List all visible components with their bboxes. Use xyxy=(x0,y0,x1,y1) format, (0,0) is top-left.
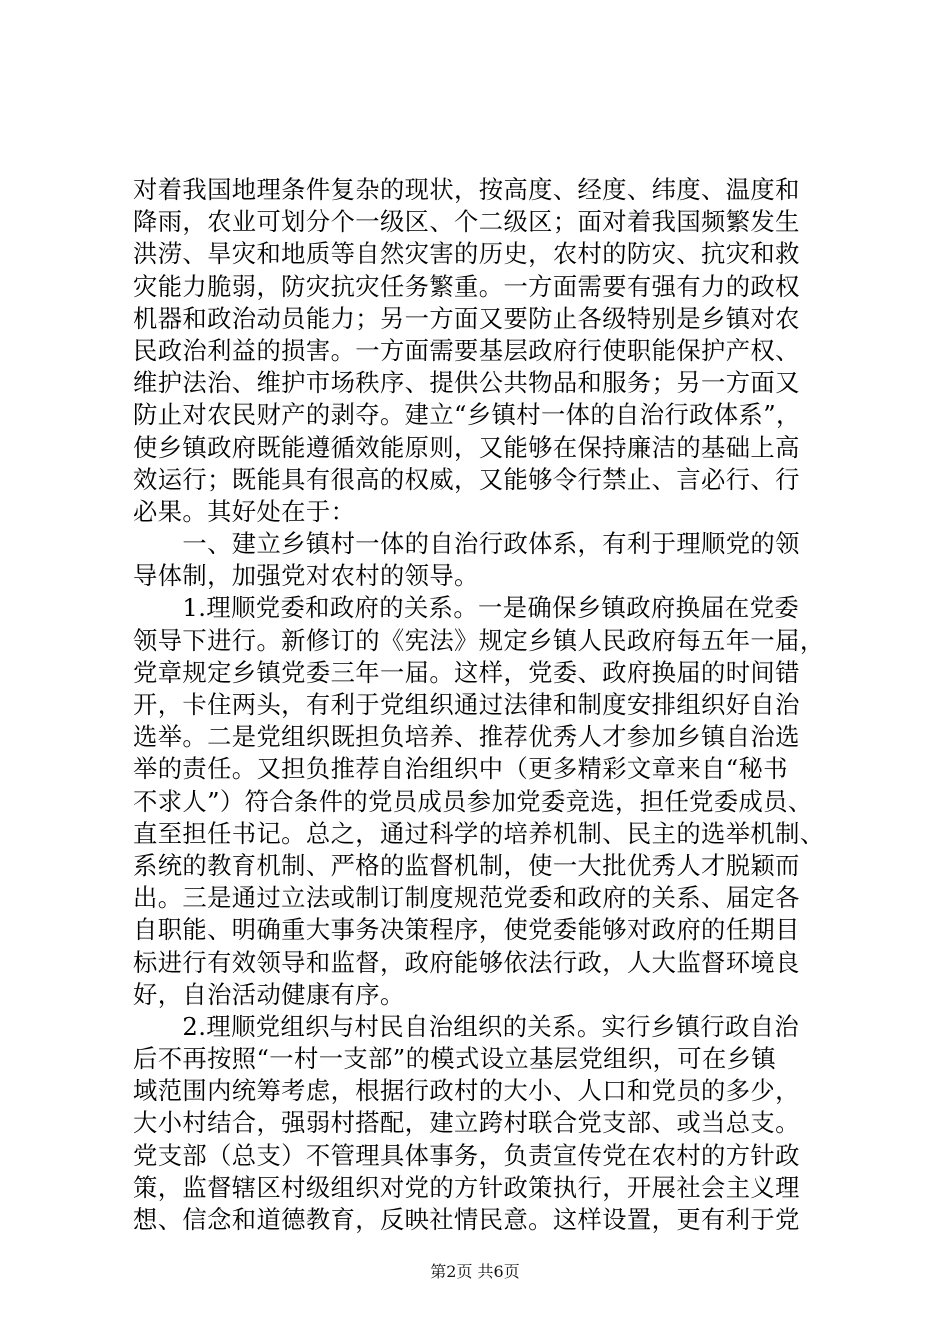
text-line: 系统的教育机制、严格的监督机制，使一大批优秀人才脱颖而 xyxy=(133,850,800,880)
text-line: 导体制，加强党对农村的领导。 xyxy=(133,561,479,591)
text-line: 使乡镇政府既能遵循效能原则，又能够在保持廉洁的基础上高 xyxy=(133,432,800,462)
text-line: 2.理顺党组织与村民自治组织的关系。实行乡镇行政自治 xyxy=(133,1011,800,1041)
text-line: 标进行有效领导和监督，政府能够依法行政，人大监督环境良 xyxy=(133,947,800,977)
text-line: 开，卡住两头，有利于党组织通过法律和制度安排组织好自治 xyxy=(133,690,800,719)
text-line: 灾能力脆弱，防灾抗灾任务繁重。一方面需要有强有力的政权 xyxy=(133,271,800,301)
text-line: 直至担任书记。总之，通过科学的培养机制、民主的选举机制、 xyxy=(133,818,825,848)
text-line: 1.理顺党委和政府的关系。一是确保乡镇政府换届在党委 xyxy=(133,593,800,623)
text-line: 党章规定乡镇党委三年一届。这样，党委、政府换届的时间错 xyxy=(133,657,800,687)
text-line: 自职能、明确重大事务决策程序，使党委能够对政府的任期目 xyxy=(133,915,800,945)
text-line: 党支部（总支）不管理具体事务，负责宣传党在农村的方针政 xyxy=(133,1140,800,1170)
text-line: 对着我国地理条件复杂的现状，按高度、经度、纬度、温度和 xyxy=(133,175,800,204)
text-line: 大小村结合，强弱村搭配，建立跨村联合党支部、或当总支。 xyxy=(133,1108,800,1138)
page-footer: 第2页 共6页 xyxy=(430,1262,520,1281)
text-line: 想、信念和道德教育，反映社情民意。这样设置，更有利于党 xyxy=(133,1205,800,1234)
text-line: 民政治利益的损害。一方面需要基层政府行使职能保护产权、 xyxy=(133,335,800,365)
text-line: 后不再按照“一村一支部”的模式设立基层党组织，可在乡镇 xyxy=(133,1044,777,1074)
text-line: 选举。二是党组织既担负培养、推荐优秀人才参加乡镇自治选 xyxy=(133,722,800,752)
text-line: 机器和政治动员能力；另一方面又要防止各级特别是乡镇对农 xyxy=(133,303,800,333)
text-line: 维护法治、维护市场秩序、提供公共物品和服务；另一方面又 xyxy=(133,368,800,398)
text-line: 出。三是通过立法或制订制度规范党委和政府的关系、届定各 xyxy=(133,883,800,913)
text-line: 策，监督辖区村级组织对党的方针政策执行，开展社会主义理 xyxy=(133,1172,800,1202)
text-line: 防止对农民财产的剥夺。建立“乡镇村一体的自治行政体系”， xyxy=(133,400,801,430)
text-line: 举的责任。又担负推荐自治组织中（更多精彩文章来自“秘书 xyxy=(133,754,788,784)
text-line: 一、建立乡镇村一体的自治行政体系，有利于理顺党的领 xyxy=(133,529,800,559)
text-line: 不求人”）符合条件的党员成员参加党委竞选，担任党委成员、 xyxy=(133,786,813,816)
document-body xyxy=(133,174,827,1236)
text-line: 域范围内统筹考虑，根据行政村的大小、人口和党员的多少， xyxy=(133,1076,800,1106)
text-line: 领导下进行。新修订的《宪法》规定乡镇人民政府每五年一届， xyxy=(133,625,825,655)
text-line: 洪涝、旱灾和地质等自然灾害的历史，农村的防灾、抗灾和救 xyxy=(133,239,800,269)
text-line: 降雨，农业可划分个一级区、个二级区；面对着我国频繁发生 xyxy=(133,207,800,237)
text-line: 好，自治活动健康有序。 xyxy=(133,979,405,1009)
text-line: 必果。其好处在于： xyxy=(133,496,356,526)
text-line: 效运行；既能具有很高的权威，又能够令行禁止、言必行、行 xyxy=(133,464,800,494)
